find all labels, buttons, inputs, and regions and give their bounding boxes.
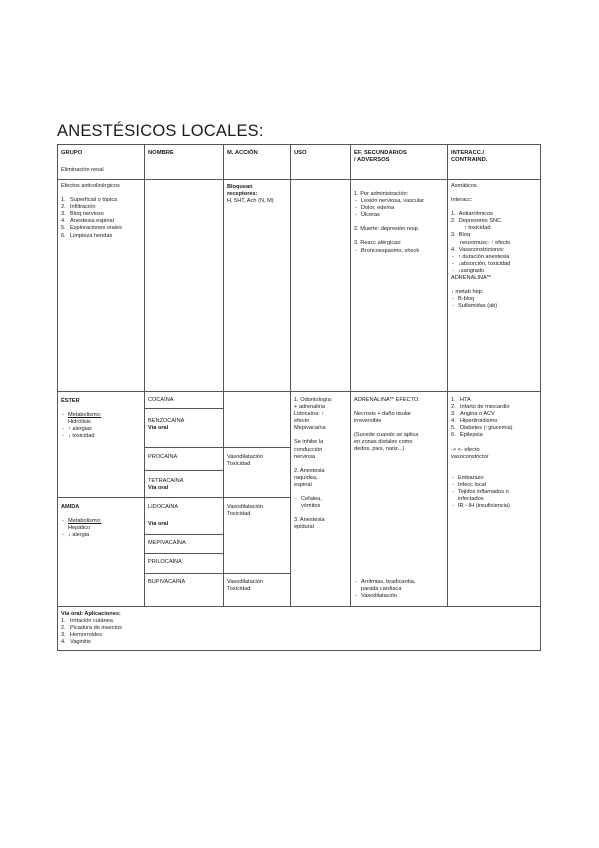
list-item: - Embarazo (451, 475, 513, 482)
eliminacion-renal: Eliminación renal (61, 167, 104, 173)
uso-line: 2. Anestesia (294, 467, 325, 474)
list-item: - Dolor, edema (354, 205, 424, 212)
accion-line: Vasodilatación (227, 579, 263, 585)
adversos-line: ADRENALINA** EFECTO: (354, 397, 420, 403)
adversos-sublist (354, 198, 424, 219)
adversos-bupi-list (354, 579, 415, 600)
row-divider (144, 573, 290, 574)
anestesicos-table (57, 144, 541, 650)
list-item: 4. Anestesia espinal (61, 218, 122, 225)
list-item: - B-bloq (451, 296, 510, 303)
header-grupo: GRUPO (61, 150, 83, 156)
adversos-line: Necrosis + daño tisular (354, 411, 412, 418)
efecto-line: -> <- efecto (451, 446, 480, 453)
header-ef-line2: / ADVERSOS (354, 157, 390, 164)
contraind-list (451, 397, 513, 440)
list-item: 2. Infiltración (61, 204, 122, 211)
list-item: - ↓sangrado (451, 268, 510, 275)
row-divider (57, 497, 223, 498)
table-border-bottom (57, 650, 541, 651)
row-divider (57, 179, 541, 180)
efecto-line: vasoconstrictor (451, 453, 489, 460)
row-divider (144, 470, 223, 471)
nombre-text: BENZOCAÍNA (148, 418, 185, 424)
uso-sublist (294, 496, 332, 510)
col-divider (350, 144, 351, 606)
list-item: - Vasodilatación (354, 593, 415, 600)
list-item: 3. Hemorroides (61, 632, 122, 639)
col-divider (447, 144, 448, 606)
adversos-general (354, 191, 424, 255)
nombre-bupivacaina: BUPIVACAÍNA (148, 579, 186, 585)
uso-line: 3. Anestesia (294, 517, 325, 524)
header-interacc (451, 150, 487, 165)
list-item (294, 496, 332, 510)
header-nombre: NOMBRE (148, 150, 174, 156)
via-oral: Vía oral (148, 521, 169, 528)
accion-line: Bloquean (227, 184, 253, 190)
accion-line: receptores: (227, 191, 258, 198)
header-int-line1: INTERACC./ (451, 150, 485, 156)
contraind-sublist (451, 475, 513, 510)
contraind-text: infectados (458, 496, 484, 503)
list-item: - Lesión nerviosa, vascular (354, 198, 424, 205)
nombre-text: TETRACAÍNA (148, 478, 184, 484)
interacc-general (451, 183, 510, 310)
header-uso: USO (294, 150, 307, 156)
list-item: 1. Irritación cutánea (61, 618, 122, 625)
uso-line: + adrenalina (294, 404, 325, 411)
interacc-item-text: Antiarrítmicos (458, 211, 493, 218)
uso-sub-text: vómitos (301, 503, 321, 510)
adversos-item-text: Reacc alérgicas: (360, 240, 402, 247)
uso-line: Se inhibe la (294, 439, 324, 446)
page-title: ANESTÉSICOS LOCALES: (57, 122, 264, 140)
adversos-sublist (354, 248, 424, 255)
list-item: 3. Angina o ACV (451, 411, 513, 418)
adversos-line: (Sucede cuando se aplica (354, 432, 419, 439)
metab-value: Hepático (68, 525, 91, 532)
list-item: - IR - IH (insuficiencia) (451, 503, 513, 510)
amida-title: AMIDA (61, 504, 80, 510)
col-divider (290, 144, 291, 606)
adversos-ester (354, 397, 420, 454)
nombre-lidocaina (148, 504, 178, 528)
adversos-item-text: Por administración: (360, 191, 409, 197)
contraind-cell (451, 397, 513, 510)
metab-value: Hidrólisis (68, 419, 91, 426)
accion-bupivacaina (227, 579, 263, 593)
list-item: - Infecc local (451, 482, 513, 489)
row-divider (223, 497, 290, 498)
nombre-mepivacaina: MEPIVACAÍNA (148, 540, 186, 546)
via-oral-cell (61, 611, 122, 646)
nombre-benzocaina (148, 418, 184, 432)
header-ef-line1: EF. SECUNDARIOS (354, 150, 407, 156)
list-item: 1. HTA (451, 397, 513, 404)
row-divider (57, 606, 541, 607)
adversos-line: en zonas distales como (354, 439, 413, 446)
uso-line: nerviosa (294, 453, 316, 460)
list-item: 5. Exploraciones orales (61, 225, 122, 232)
uso-line: conducción (294, 446, 323, 453)
table-border-right (540, 144, 541, 650)
uso-line: raquídea, (294, 474, 318, 481)
accion-line: Vasodilatación (227, 454, 263, 460)
list-item: 2. Picadura de insectos (61, 625, 122, 632)
list-item: 3. Bloq nervioso (61, 211, 122, 218)
row-divider (144, 408, 223, 409)
interacc-item: 4. Vasoconstrictores: (451, 246, 505, 253)
metab-label: Metabolismo: (68, 518, 102, 525)
uso-line: espinal (294, 481, 312, 488)
interacc-label: Interacc: (451, 197, 473, 204)
ester-cell (61, 398, 101, 440)
metab-hep: ↓ metab hep: (451, 289, 484, 296)
accion-general (227, 184, 274, 205)
interacc-item-text: Vasoconstrictores: (458, 246, 505, 253)
list-item: 4. Vaginitis (61, 639, 122, 646)
col-divider (223, 144, 224, 606)
accion-lidocaina (227, 504, 263, 518)
uso-line: efecto (294, 418, 310, 425)
uso-line: epidural (294, 524, 314, 531)
nombre-cocaina: COCAÍNA (148, 397, 174, 403)
via-oral-title: Vía oral: Aplicaciones: (61, 611, 121, 617)
adversos-text: parada cardíaca (361, 586, 402, 593)
list-item: - Broncoespasmo, shock (354, 248, 424, 255)
list-item (354, 579, 415, 593)
adversos-line: dedos, pies, nariz...) (354, 446, 405, 453)
row-divider (144, 447, 290, 448)
list-item: 4. Hipertiroidismo (451, 418, 513, 425)
interacc-item: 2. Depresores SNC. (451, 218, 503, 225)
accion-line: Toxicidad (227, 461, 251, 468)
ester-metab (61, 412, 101, 440)
nombre-text: LIDOCAÍNA (148, 504, 179, 510)
metab-label: Metabolismo: (68, 412, 102, 419)
via-oral: Vía oral (148, 425, 169, 432)
table-border-top (57, 144, 541, 145)
accion-line: Toxicidad (227, 586, 251, 593)
list-item: - ↓ alergia (61, 532, 101, 539)
asmaticos: Asmáticos (451, 183, 477, 189)
list-item: - ↓absorción, toxicidad (451, 261, 510, 268)
uso-line: 1. Odontología: (294, 397, 333, 403)
efectos-cell (61, 183, 122, 240)
via-oral-list (61, 618, 122, 646)
adversos-item: 3. Reacc alérgicas: (354, 240, 402, 247)
list-item: 6. Epilepsia (451, 432, 513, 439)
amida-cell (61, 504, 101, 539)
list-item: - ↑ duración anestesia (451, 254, 510, 261)
adrenalina-note: ADRENALINA** (451, 275, 492, 282)
uso-sub-text: Cefalea, (301, 496, 322, 503)
uso-line: Mepivacaína (294, 425, 326, 432)
interacc-item-cont: neuromusc: ↑ efecto (460, 239, 511, 246)
header-accion: M. ACCIÓN (227, 150, 258, 156)
list-item: - Úlceras (354, 212, 424, 219)
interacc-item-text: Bloq (458, 232, 470, 239)
contraind-text: Tejidos inflamados o (458, 488, 509, 495)
interacc-item-text: Depresores SNC. (458, 218, 503, 225)
list-item: 5. Diabetes (↑glucemia) (451, 425, 513, 432)
uso-line: Lidocaína: ↑ (294, 411, 325, 418)
via-oral: Vía oral (148, 485, 169, 492)
adversos-item-text: Muerte: depresión resp. (360, 226, 420, 233)
header-ef-secundarios (354, 150, 407, 165)
list-item: 1. Superficial o tópica (61, 197, 122, 204)
ester-title: ÉSTER (61, 398, 80, 404)
nombre-tetracaina (148, 478, 183, 492)
accion-procaina (227, 454, 263, 468)
list-item: 2. Infarto de miocardio (451, 404, 513, 411)
interacc-item-cont: ↑ toxicidad (464, 225, 491, 232)
nombre-prilocaina: PRILOCAÍNA (148, 559, 182, 565)
efectos-list (61, 197, 122, 240)
header-int-line2: CONTRAIND. (451, 157, 488, 164)
accion-line: H, 5HT, Ach (N, M) (227, 198, 274, 205)
col-divider (144, 144, 145, 606)
interacc-item: 3. Bloq (451, 232, 470, 239)
efectos-title: Efectos anticolinérgicos (61, 183, 120, 189)
list-item (61, 412, 101, 426)
list-item: - Sulfamidas (ab) (451, 303, 510, 310)
adversos-bupivacaina (354, 579, 415, 600)
adversos-text: Arritmias, bradicardia, (361, 579, 416, 585)
vasoconstrictores-sublist (451, 254, 510, 275)
adversos-item: 1. Por administración: (354, 191, 409, 197)
amida-metab (61, 518, 101, 539)
accion-line: Toxicidad (227, 511, 251, 518)
list-item (451, 489, 513, 503)
adversos-item: 2. Muerte: depresión resp. (354, 226, 420, 233)
row-divider (57, 391, 541, 392)
list-item: - ↑ alergias (61, 426, 101, 433)
metab-hep-sublist (451, 296, 510, 310)
accion-line: Vasodilatación (227, 504, 263, 510)
adversos-line: irreversible (354, 418, 382, 425)
table-border-left (57, 144, 58, 650)
row-divider (144, 534, 223, 535)
nombre-procaina: PROCAÍNA (148, 454, 178, 460)
list-item (61, 518, 101, 532)
list-item: 6. Limpieza heridas (61, 233, 122, 240)
list-item: - ↓ toxicidad (61, 433, 101, 440)
uso-cell (294, 397, 332, 531)
interacc-item: 1. Antiarrítmicos (451, 211, 493, 218)
row-divider (144, 553, 223, 554)
